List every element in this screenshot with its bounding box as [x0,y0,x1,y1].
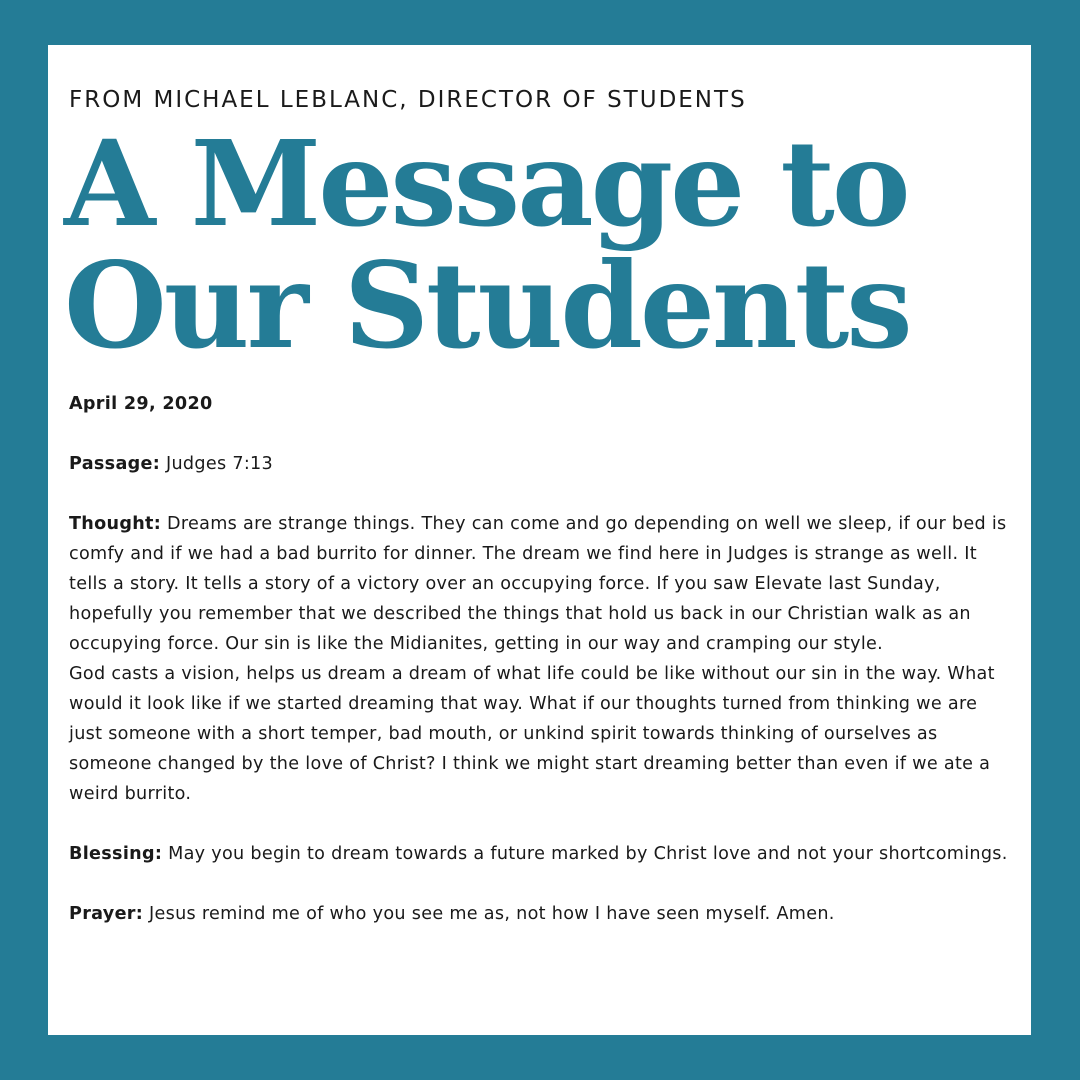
author-eyebrow: FROM MICHAEL LEBLANC, DIRECTOR OF STUDENTS [69,87,747,113]
message-date: April 29, 2020 [69,394,213,414]
prayer-label: Prayer: [69,904,144,924]
page-title [64,114,994,375]
thought-text: Dreams are strange things. They can come and go depending on well we sleep, if our bed is comfy and if we had a bad burrito for dinner. The dream we find here in Judges is strange as well. It tells a story. It tells a story of a victory over an occupying force. If you saw Elevate last Sunday, hopefully you remember that we described the things that hold us back in our Christian walk as an occupying force. Our sin is like the Midianites, getting in our way and cramping our style. [69,514,1007,654]
passage-label: Passage: [69,454,161,474]
prayer-text: Jesus remind me of who you see me as, not how I have seen myself. Amen. [143,904,835,924]
blessing-section [69,839,1009,869]
thought-text-continued: God casts a vision, helps us dream a dream of what life could be like without our sin in the way. What would it look like if we started dreaming that way. What if our thoughts turned from thinking we are just someone with a short temper, bad mouth, or unkind spirit towards thinking of ourselves as someone changed by the love of Christ? I think we might start dreaming better than even if we ate a weird burrito. [69,664,995,804]
message-card [48,45,1031,1035]
passage-section [69,449,1009,479]
blessing-text: May you begin to dream towards a future marked by Christ love and not your shortcomings. [162,844,1008,864]
title-line-2: Our Students [64,236,910,375]
thought-section [69,509,1009,659]
thought-label: Thought: [69,514,162,534]
title-line-1: A Message to [64,114,908,253]
prayer-section [69,899,1009,929]
blessing-label: Blessing: [69,844,163,864]
passage-text: Judges 7:13 [160,454,274,474]
message-body [69,389,1009,929]
